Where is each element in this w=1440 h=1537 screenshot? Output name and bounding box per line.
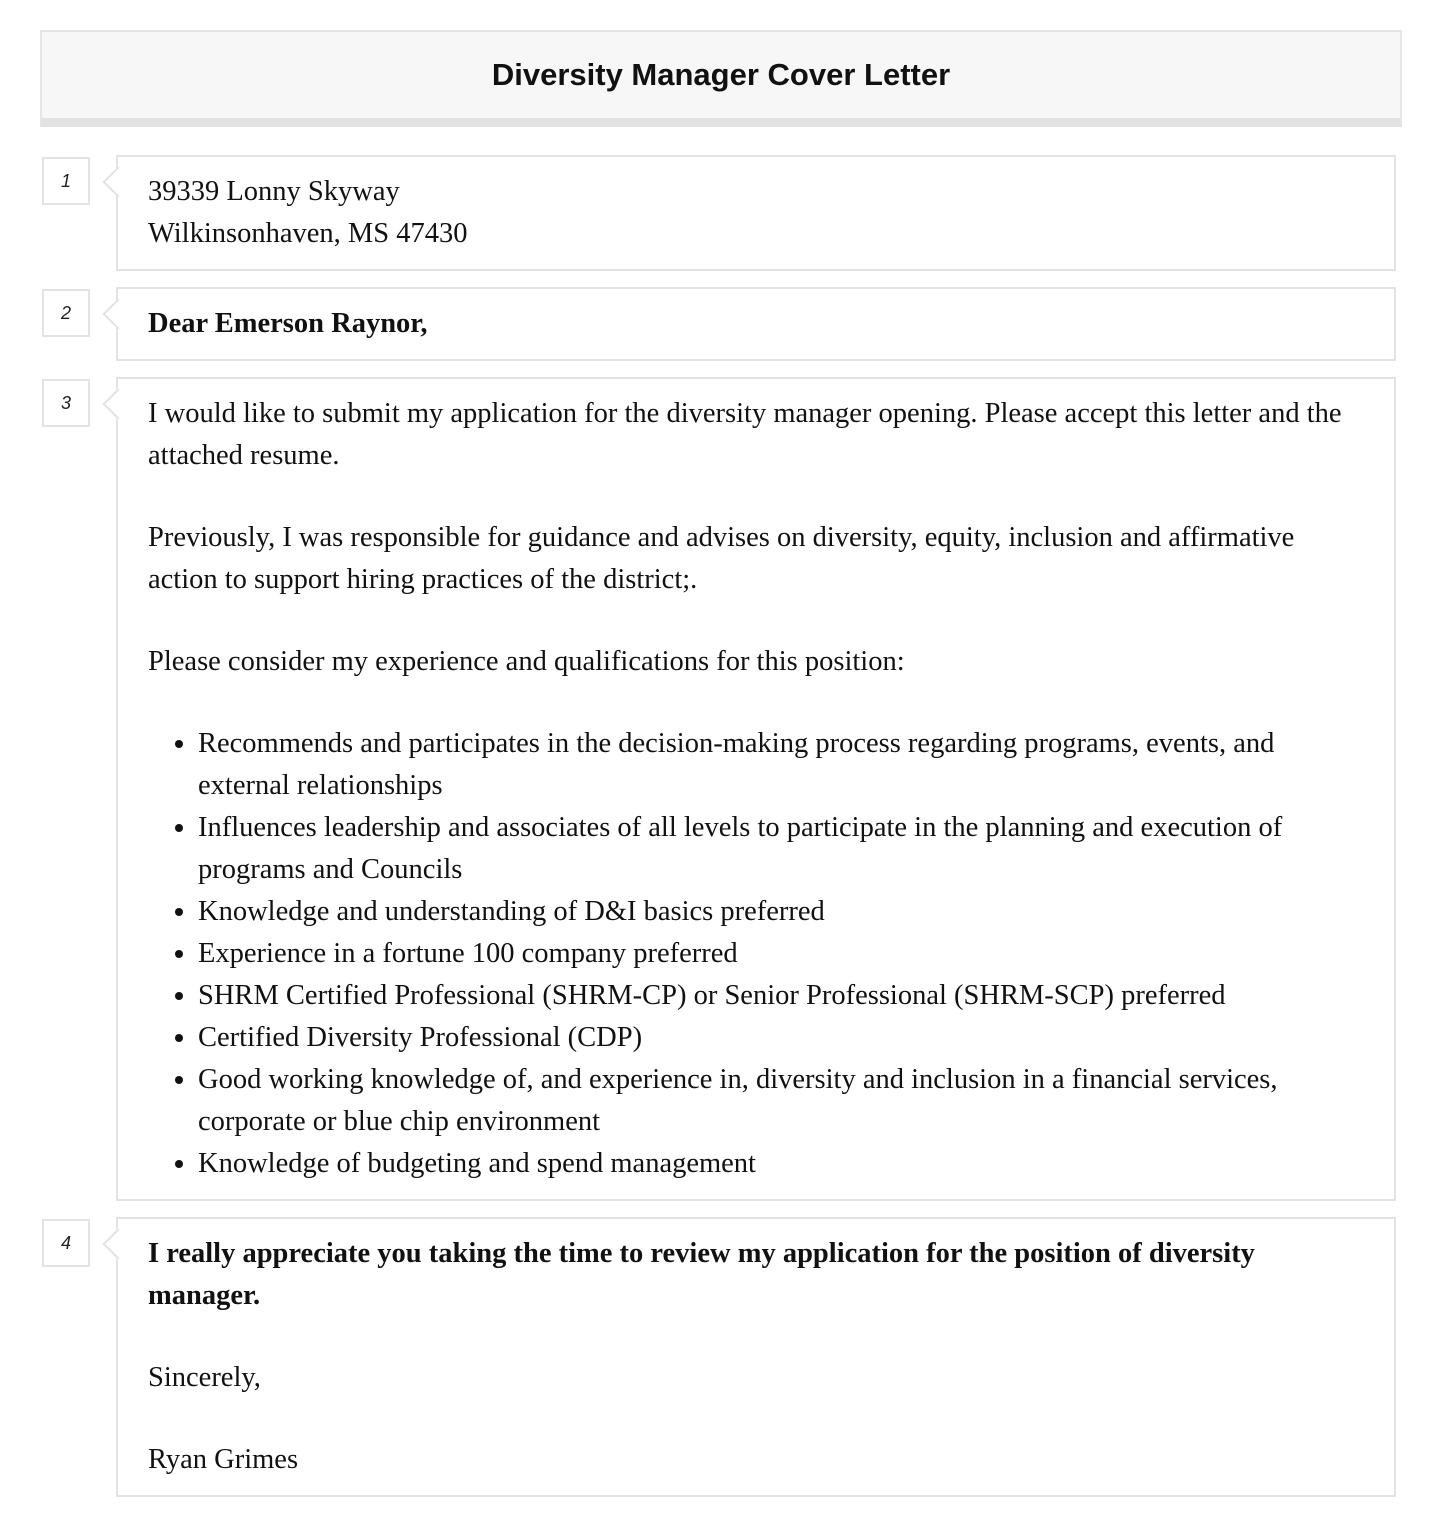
page-title: Diversity Manager Cover Letter [491,57,951,92]
list-item: • SHRM Certified Professional (SHRM-CP) or Senior Professional (SHRM-SCP) preferred [198,975,1364,1017]
address-block [116,155,1396,271]
salutation-block [116,287,1396,361]
section-number-2: 2 [42,289,90,337]
list-item: • Knowledge and understanding of D&I basics preferred [198,891,1364,933]
closing-block [116,1217,1396,1497]
signature-name: Ryan Grimes [148,1444,299,1475]
section-number-4: 4 [42,1219,90,1267]
section-number-1: 1 [42,157,90,205]
list-item: • Good working knowledge of, and experience in, diversity and inclusion in a financial services, corporate or blue chip environment [198,1059,1364,1143]
list-item: • Certified Diversity Professional (CDP) [198,1017,1364,1059]
signoff: Sincerely, [148,1362,261,1393]
document-header [40,30,1402,127]
address-line-2: Wilkinsonhaven, MS 47430 [148,218,468,249]
salutation: Dear Emerson Raynor, [148,308,428,339]
list-item: • Experience in a fortune 100 company preferred [198,933,1364,975]
section-number-3: 3 [42,379,90,427]
list-item: • Recommends and participates in the decision-making process regarding programs, events, and external relationships [198,723,1364,807]
list-item: • Influences leadership and associates of all levels to participate in the planning and execution of programs and Councils [198,807,1364,891]
address-line-1: 39339 Lonny Skyway [148,176,400,207]
qualifications-list [148,723,1364,1185]
body-block [116,377,1396,1201]
list-item: • Knowledge of budgeting and spend management [198,1143,1364,1185]
experience-paragraph: Previously, I was responsible for guidance and advises on diversity, equity, inclusion and affirmative action to support hiring practices of the district;. [148,522,1295,595]
qualifications-intro: Please consider my experience and qualifications for this position: [148,646,905,677]
intro-paragraph: I would like to submit my application for the diversity manager opening. Please accept this letter and the attached resume. [148,398,1342,471]
closing-statement: I really appreciate you taking the time to review my application for the position of diversity manager. [148,1238,1255,1311]
